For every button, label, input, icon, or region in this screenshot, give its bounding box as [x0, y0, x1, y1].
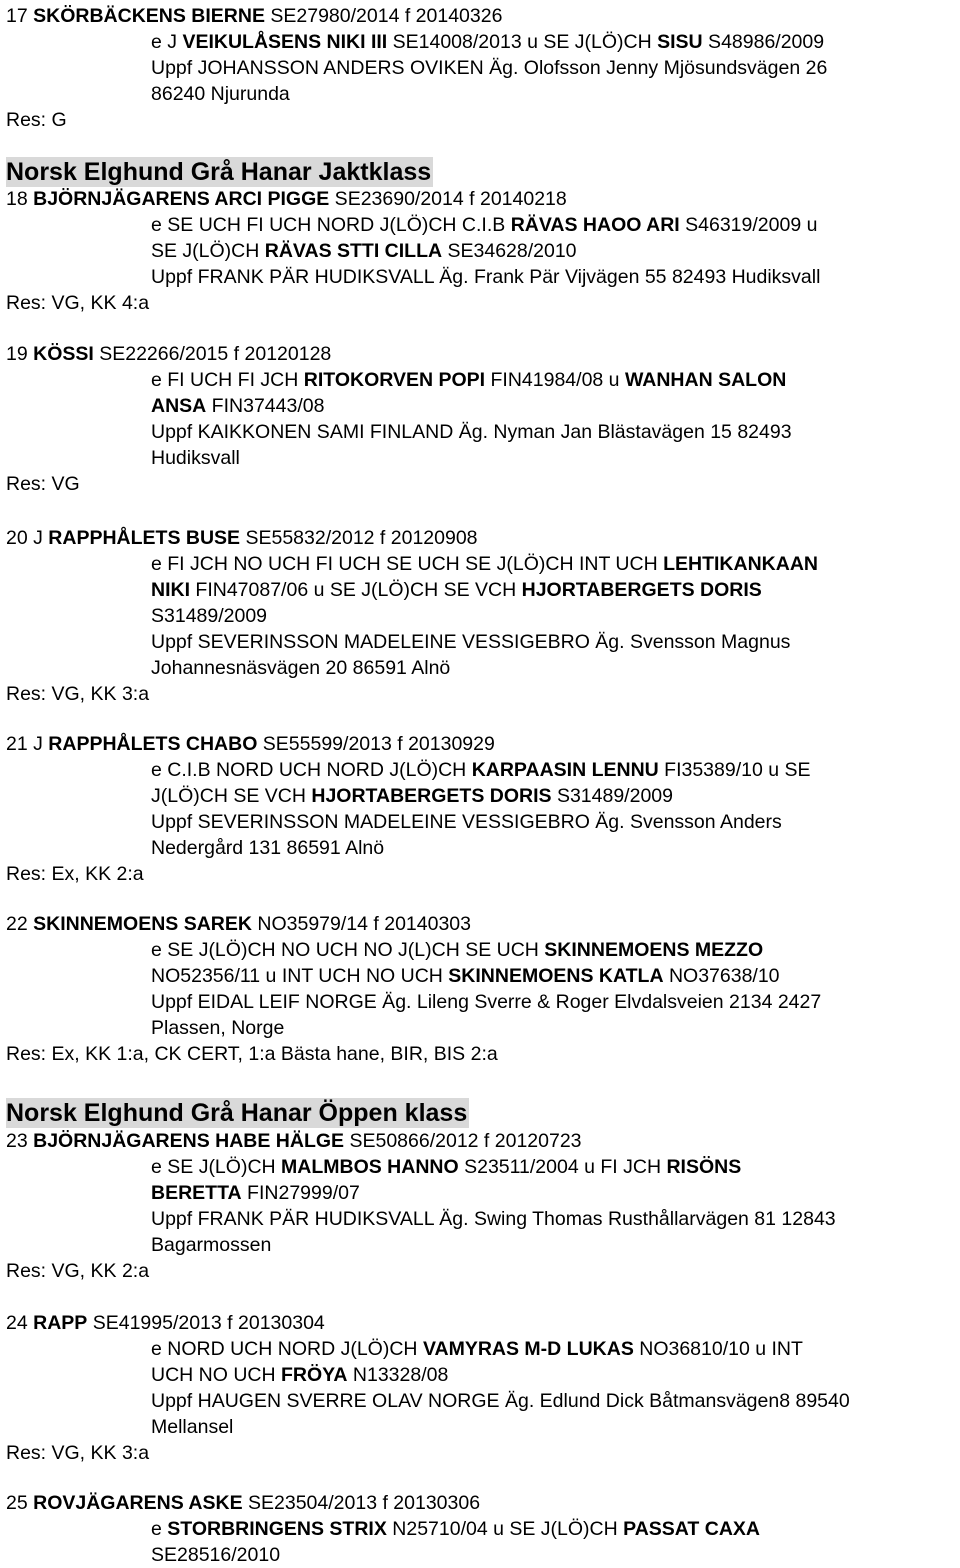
result-line: [6, 861, 144, 887]
entry-line: [151, 1180, 360, 1206]
entry-line: [151, 783, 673, 809]
entry-text: Nedergård 131 86591 Alnö: [151, 837, 385, 859]
entry-text: NO36810/10 u INT: [633, 1338, 803, 1360]
parentage-line: [151, 367, 786, 393]
breeder-owner-line: [151, 989, 821, 1015]
entry-text: 20 J: [6, 527, 49, 549]
dog-name: WANHAN SALON: [624, 369, 787, 391]
entry-text: e J: [151, 31, 183, 53]
entry-text: FIN41984/08 u: [485, 369, 625, 391]
breeder-owner-line: [151, 264, 820, 290]
class-heading: Norsk Elghund Grå Hanar Jaktklass: [6, 158, 432, 186]
dog-name: RAPP: [33, 1312, 88, 1334]
entry-text: Hudiksvall: [151, 447, 240, 469]
entry-text: e SE J(LÖ)CH: [151, 1156, 282, 1178]
entry-text: Res: VG, KK 4:a: [6, 292, 150, 314]
entry-text: S46319/2009 u: [679, 214, 818, 236]
dog-name: LEHTIKANKAAN: [663, 553, 818, 575]
parentage-line: [151, 29, 824, 55]
dog-entry-header: [6, 1310, 325, 1336]
entry-text: Bagarmossen: [151, 1234, 272, 1256]
result-line: [6, 1041, 498, 1067]
entry-text: SE50866/2012 f 20120723: [344, 1130, 582, 1152]
entry-text: J(LÖ)CH SE VCH: [151, 785, 312, 807]
dog-name: BJÖRNJÄGARENS HABE HÄLGE: [33, 1130, 345, 1152]
entry-text: 86240 Njurunda: [151, 83, 290, 105]
dog-name: NIKI: [151, 579, 190, 601]
entry-text: Uppf KAIKKONEN SAMI FINLAND Äg. Nyman Jan Blästavägen 15 82493: [151, 421, 792, 443]
entry-text: N13328/08: [347, 1364, 449, 1386]
parentage-line: [151, 1336, 803, 1362]
entry-text: SE J(LÖ)CH: [151, 240, 265, 262]
dog-name: SISU: [657, 31, 703, 53]
entry-text: 25: [6, 1492, 34, 1514]
entry-text: e C.I.B NORD UCH NORD J(LÖ)CH: [151, 759, 472, 781]
dog-name: RAPPHÅLETS BUSE: [48, 527, 241, 549]
dog-entry-header: [6, 731, 495, 757]
breeder-owner-line: [151, 419, 792, 445]
entry-text: 22: [6, 913, 34, 935]
entry-text: NO52356/11 u INT UCH NO UCH: [151, 965, 449, 987]
dog-name: ANSA: [151, 395, 207, 417]
entry-text: 17: [6, 5, 34, 27]
entry-text: Res: G: [6, 109, 67, 131]
result-line: [6, 107, 67, 133]
entry-text: FI35389/10 u SE: [658, 759, 811, 781]
parentage-line: [151, 551, 818, 577]
dog-entry-header: [6, 911, 471, 937]
entry-text: Uppf FRANK PÄR HUDIKSVALL Äg. Swing Thomas Rusthållarvägen 81 12843: [151, 1208, 836, 1230]
parentage-line: [151, 757, 811, 783]
entry-text: Johannesnäsvägen 20 86591 Alnö: [151, 657, 451, 679]
entry-line: [151, 963, 780, 989]
entry-text: SE22266/2015 f 20120128: [93, 343, 332, 365]
entry-text: 19: [6, 343, 34, 365]
entry-text: SE55832/2012 f 20120908: [240, 527, 478, 549]
entry-text: e: [151, 1518, 168, 1540]
entry-text: S48986/2009: [702, 31, 825, 53]
dog-name: FRÖYA: [281, 1364, 348, 1386]
dog-name: SKÖRBÄCKENS BIERNE: [33, 5, 265, 27]
dog-name: PASSAT CAXA: [623, 1518, 761, 1540]
entry-text: Res: VG, KK 3:a: [6, 1442, 150, 1464]
entry-line: [151, 1414, 233, 1440]
dog-name: RÄVAS STTI CILLA: [264, 240, 443, 262]
dog-name: HJORTABERGETS DORIS: [521, 579, 762, 601]
dog-entry-header: [6, 525, 478, 551]
entry-text: 24: [6, 1312, 34, 1334]
entry-line: [151, 835, 384, 861]
entry-text: 21 J: [6, 733, 49, 755]
entry-line: [151, 1362, 448, 1388]
entry-text: SE14008/2013 u SE J(LÖ)CH: [387, 31, 658, 53]
entry-text: 18: [6, 188, 34, 210]
entry-text: Uppf SEVERINSSON MADELEINE VESSIGEBRO Äg. Svensson Anders: [151, 811, 782, 833]
entry-text: S23511/2004 u FI JCH: [458, 1156, 667, 1178]
entry-text: S31489/2009: [151, 605, 268, 627]
dog-entry-header: [6, 341, 331, 367]
dog-name: SKINNEMOENS KATLA: [448, 965, 664, 987]
entry-text: Res: VG: [6, 473, 80, 495]
entry-line: [151, 603, 267, 629]
breeder-owner-line: [151, 1388, 850, 1414]
breeder-owner-line: [151, 809, 782, 835]
entry-line: [151, 1015, 284, 1041]
entry-text: FIN37443/08: [206, 395, 325, 417]
entry-text: 23: [6, 1130, 34, 1152]
entry-text: SE27980/2014 f 20140326: [264, 5, 503, 27]
dog-name: STORBRINGENS STRIX: [167, 1518, 387, 1540]
entry-text: S31489/2009: [551, 785, 673, 807]
dog-entry-header: [6, 3, 502, 29]
entry-text: e SE J(LÖ)CH NO UCH NO J(L)CH SE UCH: [151, 939, 545, 961]
dog-name: MALMBOS HANNO: [281, 1156, 459, 1178]
entry-line: [151, 1232, 271, 1258]
dog-name: RITOKORVEN POPI: [303, 369, 486, 391]
parentage-line: [151, 937, 763, 963]
entry-text: e FI UCH FI JCH: [151, 369, 304, 391]
result-line: [6, 681, 149, 707]
entry-text: Uppf FRANK PÄR HUDIKSVALL Äg. Frank Pär Vijvägen 55 82493 Hudiksvall: [151, 266, 821, 288]
parentage-line: [151, 1154, 741, 1180]
entry-text: Res: VG, KK 2:a: [6, 1260, 150, 1282]
entry-line: [151, 445, 240, 471]
entry-text: SE23504/2013 f 20130306: [242, 1492, 481, 1514]
dog-name: KÖSSI: [33, 343, 94, 365]
result-line: [6, 471, 80, 497]
entry-line: [151, 238, 577, 264]
entry-text: Res: Ex, KK 2:a: [6, 863, 144, 885]
result-line: [6, 290, 149, 316]
entry-text: FIN27999/07: [241, 1182, 360, 1204]
dog-name: VEIKULÅSENS NIKI III: [182, 31, 388, 53]
entry-line: [151, 393, 324, 419]
result-line: [6, 1440, 149, 1466]
entry-text: Uppf EIDAL LEIF NORGE Äg. Lileng Sverre & Roger Elvdalsveien 2134 2427: [151, 991, 822, 1013]
entry-text: SE41995/2013 f 20130304: [87, 1312, 325, 1334]
breeder-owner-line: [151, 629, 790, 655]
entry-text: SE28516/2010: [151, 1544, 281, 1566]
entry-text: e SE UCH FI UCH NORD J(LÖ)CH C.I.B: [151, 214, 511, 236]
entry-text: Mellansel: [151, 1416, 234, 1438]
dog-name: RAPPHÅLETS CHABO: [48, 733, 258, 755]
entry-text: UCH NO UCH: [151, 1364, 281, 1386]
entry-text: Res: Ex, KK 1:a, CK CERT, 1:a Bästa hane, BIR, BIS 2:a: [6, 1043, 498, 1065]
entry-text: Plassen, Norge: [151, 1017, 285, 1039]
entry-text: N25710/04 u SE J(LÖ)CH: [386, 1518, 624, 1540]
entry-text: Uppf SEVERINSSON MADELEINE VESSIGEBRO Äg. Svensson Magnus: [151, 631, 791, 653]
entry-text: SE34628/2010: [442, 240, 577, 262]
entry-text: NO37638/10: [663, 965, 780, 987]
dog-entry-header: [6, 186, 567, 212]
entry-text: Uppf JOHANSSON ANDERS OVIKEN Äg. Olofsson Jenny Mjösundsvägen 26: [151, 57, 828, 79]
dog-name: KARPAASIN LENNU: [471, 759, 659, 781]
entry-line: [151, 1542, 280, 1568]
dog-name: HJORTABERGETS DORIS: [311, 785, 552, 807]
entry-line: [151, 81, 290, 107]
entry-text: e FI JCH NO UCH FI UCH SE UCH SE J(LÖ)CH INT UCH: [151, 553, 664, 575]
entry-text: NO35979/14 f 20140303: [251, 913, 471, 935]
result-line: [6, 1258, 149, 1284]
entry-text: Uppf HAUGEN SVERRE OLAV NORGE Äg. Edlund Dick Båtmansvägen8 89540: [151, 1390, 850, 1412]
dog-name: SKINNEMOENS SAREK: [33, 913, 252, 935]
entry-text: SE23690/2014 f 20140218: [329, 188, 567, 210]
entry-line: [151, 655, 450, 681]
parentage-line: [151, 1516, 760, 1542]
dog-name: RÄVAS HAOO ARI: [510, 214, 680, 236]
entry-text: e NORD UCH NORD J(LÖ)CH: [151, 1338, 423, 1360]
dog-name: VAMYRAS M-D LUKAS: [422, 1338, 634, 1360]
entry-text: Res: VG, KK 3:a: [6, 683, 150, 705]
breeder-owner-line: [151, 1206, 836, 1232]
breeder-owner-line: [151, 55, 827, 81]
entry-text: FIN47087/06 u SE J(LÖ)CH SE VCH: [190, 579, 522, 601]
class-heading: Norsk Elghund Grå Hanar Öppen klass: [6, 1099, 468, 1127]
dog-entry-header: [6, 1490, 480, 1516]
parentage-line: [151, 212, 817, 238]
dog-name: RISÖNS: [666, 1156, 742, 1178]
dog-name: ROVJÄGARENS ASKE: [33, 1492, 243, 1514]
dog-name: BJÖRNJÄGARENS ARCI PIGGE: [33, 188, 330, 210]
dog-name: SKINNEMOENS MEZZO: [544, 939, 764, 961]
dog-name: BERETTA: [151, 1182, 242, 1204]
entry-line: [151, 577, 762, 603]
dog-entry-header: [6, 1128, 582, 1154]
entry-text: SE55599/2013 f 20130929: [257, 733, 495, 755]
